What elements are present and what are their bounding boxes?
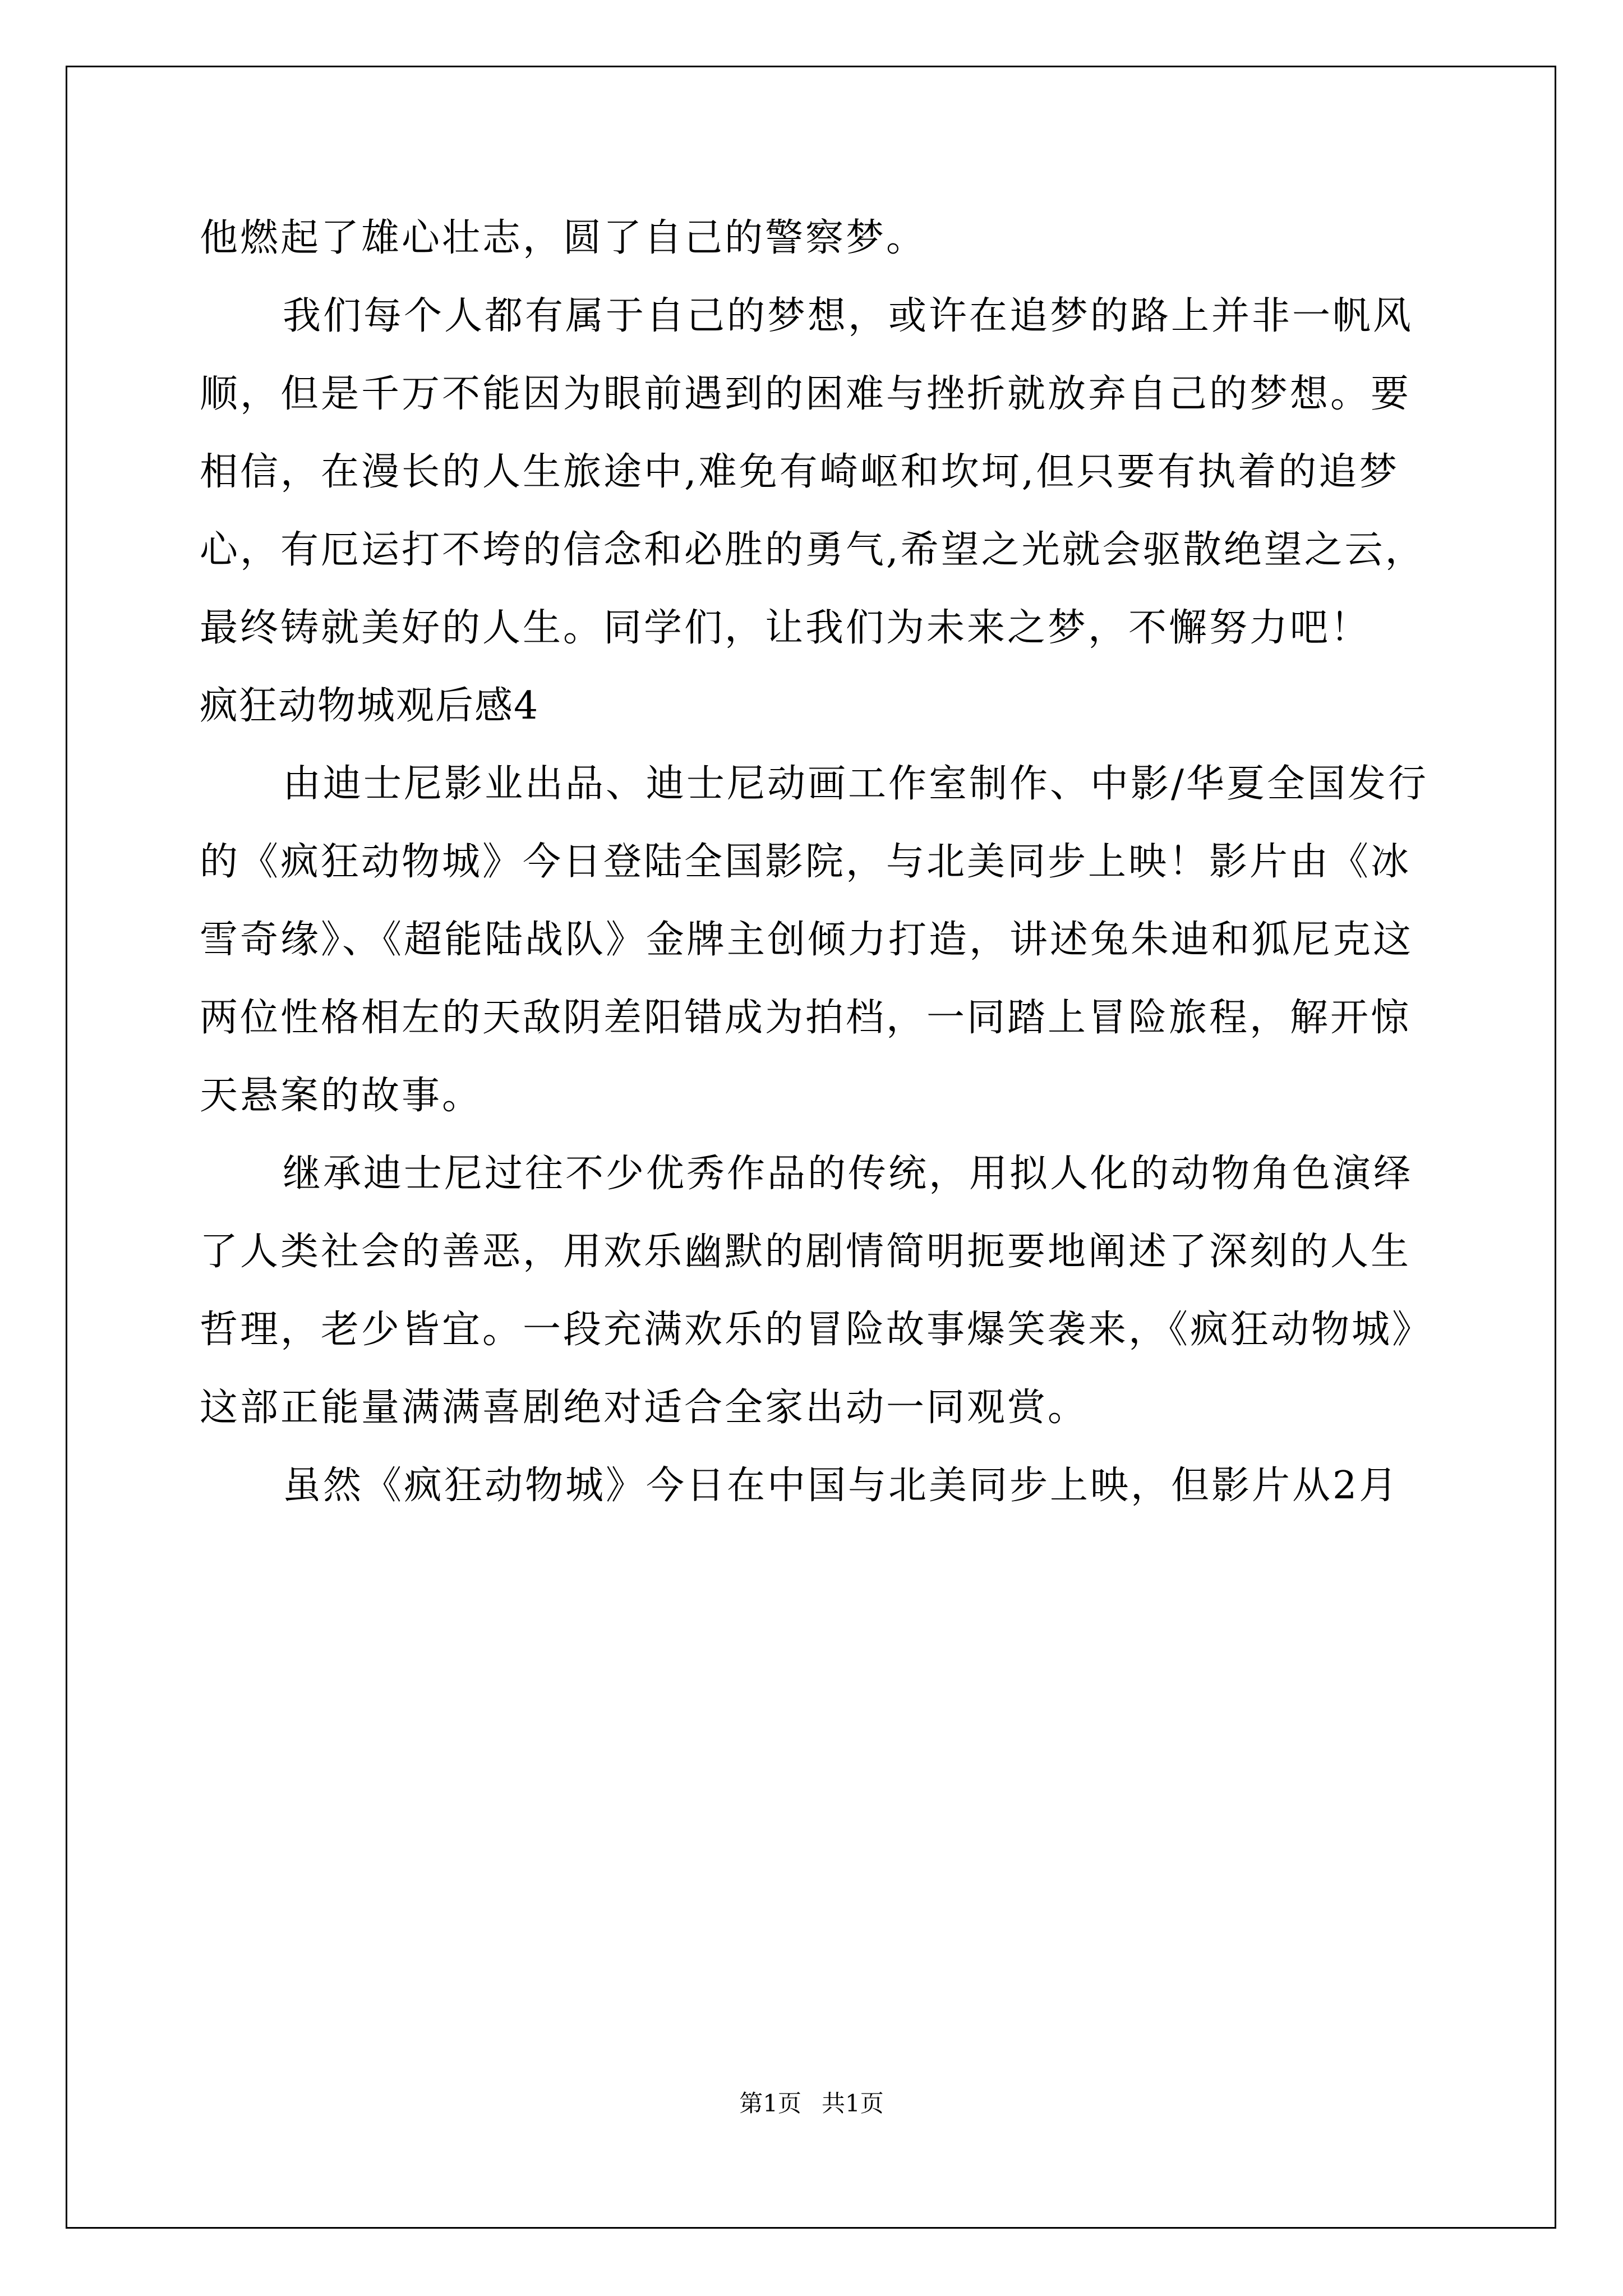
text-line: 天悬案的故事。 bbox=[200, 1074, 483, 1118]
document-body bbox=[200, 199, 1433, 1525]
section-heading: 疯狂动物城观后感4 bbox=[200, 684, 540, 728]
text-line: 的《疯狂动物城》今日登陆全国影院，与北美同步上映！影片由《冰 bbox=[200, 840, 1412, 884]
page-footer bbox=[0, 2087, 1623, 2120]
paragraph-start-line: 我们每个人都有属于自己的梦想，或许在追梦的路上并非一帆风 bbox=[283, 294, 1414, 338]
text-line: 他燃起了雄心壮志，圆了自己的警察梦。 bbox=[200, 216, 927, 260]
paragraph-start-line: 由迪士尼影业出品、迪士尼动画工作室制作、中影/华夏全国发行 bbox=[283, 762, 1428, 806]
text-line: 哲理，老少皆宜。一段充满欢乐的冒险故事爆笑袭来，《疯狂动物城》 bbox=[200, 1308, 1433, 1352]
page-total: 共1页 bbox=[822, 2090, 884, 2117]
page-number: 第1页 bbox=[739, 2090, 801, 2117]
text-line: 雪奇缘》、《超能陆战队》金牌主创倾力打造，讲述兔朱迪和狐尼克这 bbox=[200, 918, 1414, 962]
paragraph-start-line: 继承迪士尼过往不少优秀作品的传统，用拟人化的动物角色演绎 bbox=[283, 1152, 1414, 1196]
text-line: 两位性格相左的天敌阴差阳错成为拍档，一同踏上冒险旅程，解开惊 bbox=[200, 996, 1412, 1040]
text-line: 这部正能量满满喜剧绝对适合全家出动一同观赏。 bbox=[200, 1386, 1089, 1430]
text-line: 相信，在漫长的人生旅途中,难免有崎岖和坎坷,但只要有执着的追梦 bbox=[200, 450, 1400, 494]
paragraph-start-line: 虽然《疯狂动物城》今日在中国与北美同步上映，但影片从2月 bbox=[283, 1464, 1400, 1508]
text-line: 最终铸就美好的人生。同学们，让我们为未来之梦，不懈努力吧！ bbox=[200, 606, 1371, 650]
text-line: 顺，但是千万不能因为眼前遇到的困难与挫折就放弃自己的梦想。要 bbox=[200, 372, 1412, 416]
text-line: 心，有厄运打不垮的信念和必胜的勇气,希望之光就会驱散绝望之云， bbox=[200, 528, 1426, 572]
text-line: 了人类社会的善恶，用欢乐幽默的剧情简明扼要地阐述了深刻的人生 bbox=[200, 1230, 1412, 1274]
